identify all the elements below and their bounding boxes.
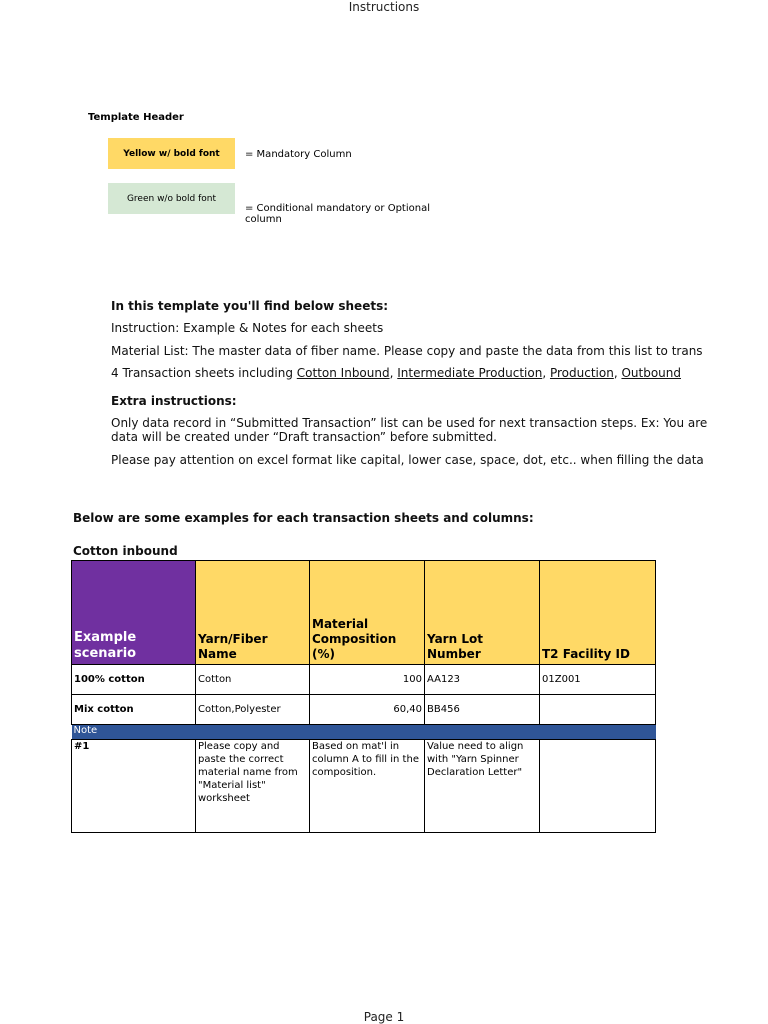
cell-lot-number: BB456	[425, 695, 540, 725]
separator: ,	[613, 366, 622, 380]
table-header-row	[72, 561, 656, 665]
header-example-scenario: Example scenario	[72, 561, 196, 665]
separator: ,	[542, 366, 550, 380]
intro-transaction-prefix: 4 Transaction sheets including	[111, 366, 297, 380]
cotton-inbound-title: Cotton inbound	[73, 544, 178, 558]
legend-mandatory-text: = Mandatory Column	[245, 149, 352, 160]
note-composition: Based on mat'l in column A to fill in the composition.	[310, 740, 425, 833]
intro-transaction-sheets-line	[111, 366, 681, 380]
note-lot-number: Value need to align with "Yarn Spinner Declaration Letter"	[425, 740, 540, 833]
cell-fiber-name: Cotton,Polyester	[196, 695, 310, 725]
separator: ,	[389, 366, 398, 380]
extra-instruction-1-line-a: Only data record in “Submitted Transaction” list can be used for next transaction steps. Ex: You are	[111, 416, 708, 430]
cell-scenario: Mix cotton	[72, 695, 196, 725]
link-cotton-inbound[interactable]: Cotton Inbound	[296, 366, 390, 380]
intro-heading: In this template you'll find below sheets:	[111, 299, 389, 313]
cotton-inbound-table	[71, 560, 656, 833]
cell-scenario: 100% cotton	[72, 665, 196, 695]
header-t2-facility-id: T2 Facility ID	[540, 561, 656, 665]
table-row	[72, 665, 656, 695]
legend-mandatory-swatch: Yellow w/ bold font	[108, 138, 235, 169]
cell-lot-number: AA123	[425, 665, 540, 695]
examples-heading: Below are some examples for each transaction sheets and columns:	[73, 511, 534, 525]
cell-composition: 60,40	[310, 695, 425, 725]
intro-material-list-line: Material List: The master data of fiber name. Please copy and paste the data from this list to trans	[111, 344, 703, 358]
table-row	[72, 695, 656, 725]
note-number: #1	[72, 740, 196, 833]
cell-facility-id: 01Z001	[540, 665, 656, 695]
header-yarn-lot-number: Yarn Lot Number	[425, 561, 540, 665]
extra-instruction-1	[111, 416, 708, 444]
link-production[interactable]: Production	[549, 366, 614, 380]
cell-fiber-name: Cotton	[196, 665, 310, 695]
legend-optional-text: = Conditional mandatory or Optional column	[245, 203, 430, 225]
intro-instruction-line: Instruction: Example & Notes for each sheets	[111, 321, 384, 335]
extra-instructions-heading: Extra instructions:	[111, 394, 237, 408]
page-title: Instructions	[348, 0, 420, 14]
page-footer: Page 1	[363, 1010, 405, 1024]
legend-optional-swatch: Green w/o bold font	[108, 183, 235, 214]
cell-facility-id	[540, 695, 656, 725]
extra-instruction-1-line-b: data will be created under “Draft transaction” before submitted.	[111, 430, 497, 444]
link-intermediate-production[interactable]: Intermediate Production	[397, 366, 543, 380]
note-row	[72, 740, 656, 833]
note-facility-id	[540, 740, 656, 833]
cell-composition: 100	[310, 665, 425, 695]
header-material-composition: Material Composition (%)	[310, 561, 425, 665]
note-label: Note	[72, 725, 656, 740]
link-outbound[interactable]: Outbound	[621, 366, 681, 380]
header-yarn-fiber-name: Yarn/Fiber Name	[196, 561, 310, 665]
note-fiber-name: Please copy and paste the correct material name from "Material list" worksheet	[196, 740, 310, 833]
template-header-label: Template Header	[88, 112, 184, 123]
extra-instruction-2: Please pay attention on excel format like capital, lower case, space, dot, etc.. when filling the data	[111, 453, 704, 467]
note-bar	[72, 725, 656, 740]
